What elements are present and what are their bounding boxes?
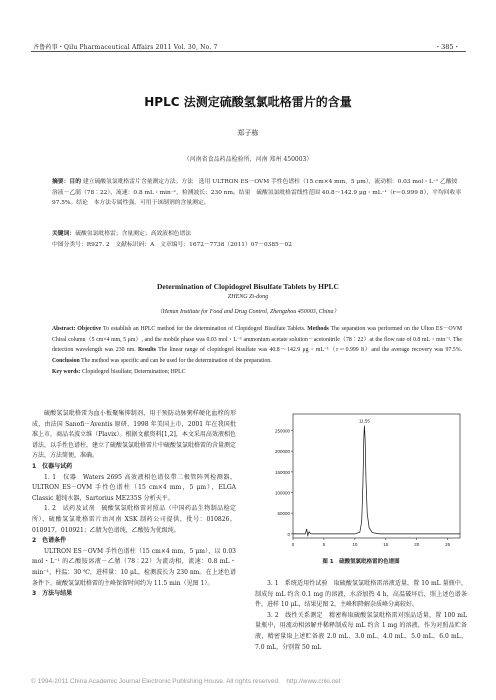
chinese-author: 郑子栋 xyxy=(237,129,259,137)
y-tick-label: 200000 xyxy=(274,449,290,455)
section-3-heading: 3 方法与结果 xyxy=(32,590,73,598)
y-tick-label: 50000 xyxy=(277,511,290,517)
intro-paragraph: 硫酸氢氯吡格雷为血小板聚集抑制剂，用于预防动脉粥样硬化血栓的形成，由法国 Sanofi－Aventis 原研，1998 年美国上市，2001 年在我国批准上市，商品名波立维（Plavix）。根据文献资料[1,2]，本文采用高效液相色谱法，以手性色谱柱，建立了硫酸氢氯吡格雷片中硫酸氢氯吡格雷的含量测定方法，方法简便，准确。 xyxy=(32,410,237,460)
peak-retention-label: 11.55 xyxy=(358,418,370,424)
chinese-title: HPLC 法测定硫酸氢氯吡格雷片的含量 xyxy=(144,95,352,109)
chinese-keywords-text: 硫酸氢氯吡格雷；含量测定；高效液相色谱法 xyxy=(75,231,192,237)
chromatogram-figure xyxy=(255,406,465,556)
body-left-column xyxy=(32,409,236,600)
chinese-abstract xyxy=(52,177,462,209)
section-3-2: 3. 2 线性关系测定 精密称取硫酸氢氯吡格雷对照品适量，置 100 mL 量瓶中，用流动相溶解并稀释制成每 mL 约含 1 mg 的溶液，作为对照品贮备液，精密量取上述贮备液 2.0 mL、3.0 mL、4.0 mL、5.0 mL、6.0 mL、7.0 mL，分别置 50 mL xyxy=(255,611,467,651)
classification-line: 中图分类号：R927. 2 文献标识码：A 文章编号：1672－7738（2011）07－0385－02 xyxy=(52,242,292,248)
plot-frame xyxy=(293,414,460,538)
english-methods: The separation was performed on the Ulton ES－OVM Chiral column（5 cm×4 mm, 5 μm）, and the mobile phase was 0.03 mol・L⁻¹ ammonium acetate solution－acetonitrile（78∶22）at the flow rate of 0.8 mL・min⁻¹. The detection wavelength was 230 nm. xyxy=(52,326,462,353)
y-tick-label: 0 xyxy=(287,531,290,537)
page-number: ・385・ xyxy=(434,43,460,51)
english-results-label: Results xyxy=(137,347,157,353)
chinese-affiliation: （河南省食品药品检验所，河南 郑州 450003） xyxy=(183,156,313,163)
english-objective: To establish an HPLC method for the determination of Clopidogrel Bisulfate Tablets. xyxy=(103,326,306,332)
x-tick-label: 10 xyxy=(352,542,358,547)
english-author: ZHENG Zi-dong xyxy=(227,294,269,300)
english-abstract-label: Abstract: Objective xyxy=(52,326,102,332)
chinese-abstract-label: 摘要：目的 xyxy=(52,179,81,185)
english-conclusion: The method was specific and can be used for the determination of the preparation. xyxy=(81,357,272,364)
english-affiliation: （Henan Institute for Food and Drug Control, Zhengzhou 450003, China） xyxy=(156,309,340,315)
y-tick-label: 100000 xyxy=(274,490,290,496)
english-results: The linear range of clopidogrel bisulfate was 40.8～142.9 μg・mL⁻¹（r＝0.999 8）and the average recovery was 97.5%. xyxy=(158,347,462,353)
x-tick-label: 15 xyxy=(383,542,389,547)
publisher-footer: © 1994-2011 China Academic Journal Electronic Publishing House. All rights reserved. http://www.cnki.net xyxy=(31,678,341,685)
chinese-abstract-text: 建立硫酸氢氯吡格雷片含量测定方法。方法 选用 ULTRON ES－OVM 手性色谱柱（15 cm×4 mm，5 μm），流动相：0.03 mol・L⁻¹ 乙酸铵溶液－乙腈（78∶22），流速：0.8 mL・min⁻¹，检测波长：230 nm。结果 硫酸氢氯吡格雷线性范围 40.8～142.9 μg・mL⁻¹（r＝0.999 8），平均回收率 97.5%。结论 本方法专属性强，可用于该制剂的含量测定。 xyxy=(52,179,462,206)
section-1-heading: 1 仪器与试药 xyxy=(32,462,73,470)
section-2-heading: 2 色谱条件 xyxy=(32,537,67,545)
section-2-text: ULTRON ES－OVM 手性色谱柱（15 cm×4 mm，5 μm），以 0.03 mol・L⁻¹ 的乙酸铵溶液－乙腈（78∶22）为流动相，流速：0.8 mL・min⁻¹，柱温：30 ℃，进样量：10 μL，检测波长为 230 nm。在上述色谱条件下，硫酸氢氯吡格雷的主峰保留时间约为 11.5 min（见图 1）。 xyxy=(32,547,236,587)
english-methods-label: Methods xyxy=(307,326,329,332)
x-tick-label: 0 xyxy=(291,542,295,547)
english-conclusion-label: Conclusion xyxy=(52,357,80,364)
chinese-keywords-label: 关键词： xyxy=(52,231,76,237)
running-header-journal: 齐鲁药事・Qilu Pharmaceutical Affairs 2011 Vol. 30, No. 7 xyxy=(33,44,218,51)
chinese-keywords xyxy=(52,229,462,240)
x-tick-label: 20 xyxy=(414,542,420,547)
section-3-1: 3. 1 系统适用性试验 取硫酸氢氯吡格雷溶液适量，置 10 mL 量瓶中，制成每 mL 约含 0.1 mg 的溶液，水浴加热 4 h，高温破坏后，照上述色谱条件，进样 10 μL，结果见图 2，主峰和降解杂质峰分离较好。 xyxy=(255,580,467,609)
section-1-1: 1. 1 仪器 Waters 2695 高效液相色谱仪带二极管阵列检测器，ULTRON ES－OVM 手性色谱柱（15 cm×4 mm，5 μm），ELGA Classic 超纯水器，Sartorius ME235S 分析天平。 xyxy=(32,473,236,502)
english-keywords-text: Clopidogrel bisulfate; Determination; HPLC xyxy=(81,369,186,375)
x-tick-label: 5 xyxy=(322,542,326,547)
english-abstract xyxy=(52,324,462,378)
chromatogram-trace xyxy=(293,426,460,536)
english-keywords xyxy=(52,367,462,378)
x-tick-label: 25 xyxy=(445,542,451,547)
y-tick-label: 250000 xyxy=(274,428,290,434)
y-tick-label: 150000 xyxy=(274,469,290,475)
header-rule xyxy=(31,51,466,52)
figure-1-caption: 图 1 硫酸氢氯吡格雷的色谱图 xyxy=(322,559,400,565)
english-title: Determination of Clopidogrel Bisulfate Tablets by HPLC xyxy=(157,282,339,291)
body-right-column xyxy=(255,579,467,653)
english-keywords-label: Key words: xyxy=(52,369,81,375)
section-1-2: 1. 2 试药及试剂 硫酸氢氯吡格雷对照品（中国药品生物制品检定所），硫酸氢氯吡格雷片由河南 XSK 制药公司提供，批号：010826，010917，010921；乙腈为色谱纯，乙酸铵为优级纯。 xyxy=(32,505,236,534)
